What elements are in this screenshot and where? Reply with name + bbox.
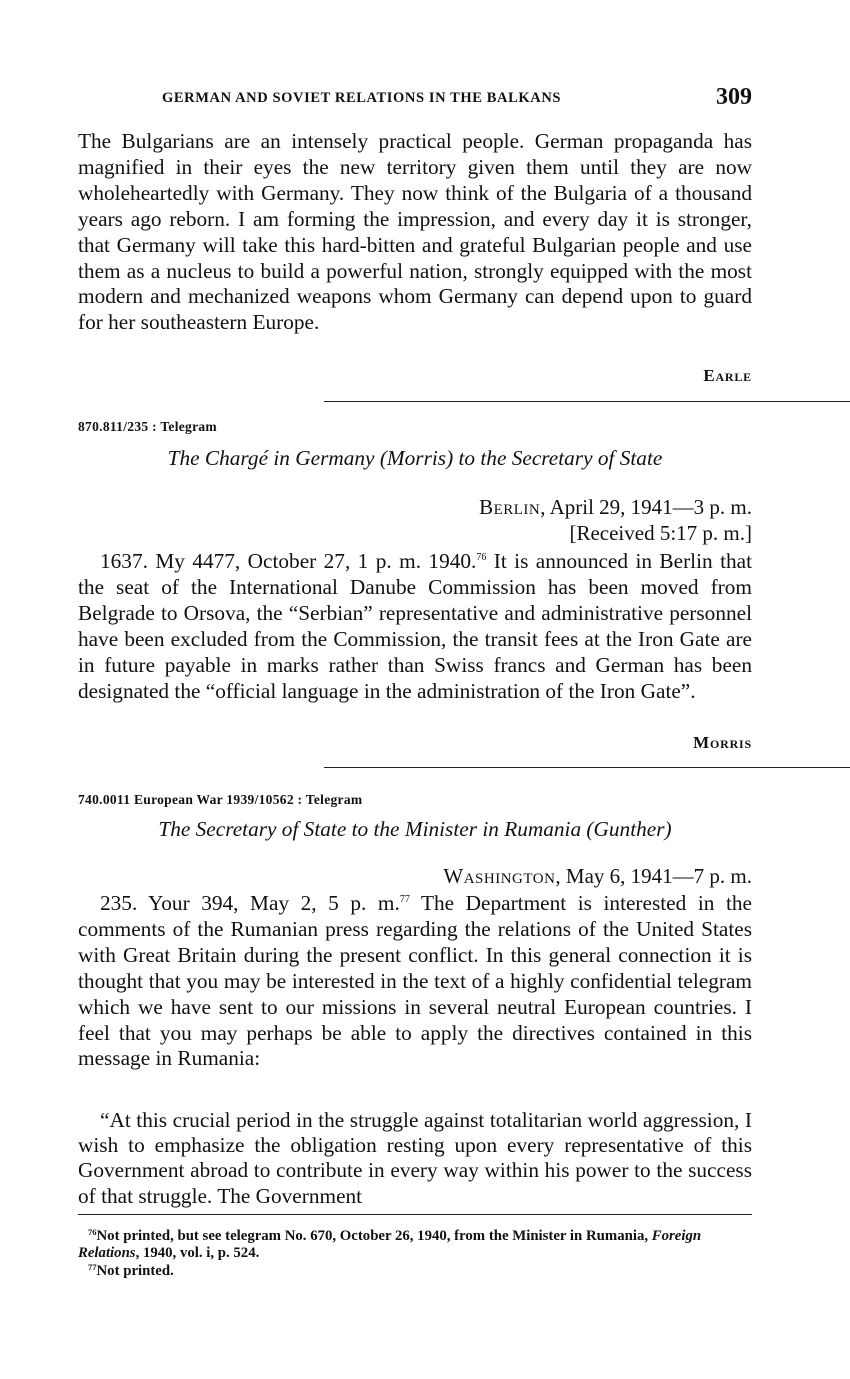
document-heading: The Secretary of State to the Minister in Rumania (Gunther) [158, 817, 672, 841]
footnote-text: , 1940, vol. i, p. 524. [135, 1245, 260, 1261]
section-divider [324, 401, 850, 402]
telegram-body [78, 891, 752, 1072]
running-title: GERMAN AND SOVIET RELATIONS IN THE BALKANS [162, 90, 562, 106]
dateline-date: , May 6, 1941—7 p. m. [555, 864, 752, 888]
telegram-body-start: 1637. My 4477, October 27, 1 p. m. 1940. [100, 549, 477, 573]
telegram-body-text: The Department is interested in the comments of the Rumanian press regarding the relations of the United States with Great Britain during the present conflict. In this general connection it is thought that you may be interested in the text of a highly confidential telegram which we have sent to our missions in several neutral European countries. I feel that you may perhaps be able to apply the directives contained in this message in Rumania: [78, 891, 752, 1071]
footnote-text: Not printed, but see telegram No. 670, October 26, 1940, from the Minister in Rumania, [96, 1228, 652, 1244]
dateline [78, 863, 752, 889]
dateline-date: , April 29, 1941—3 p. m. [540, 495, 752, 519]
footnote-number: 77 [88, 1262, 97, 1272]
file-reference: 740.0011 European War 1939/10562 : Telegram [78, 792, 363, 807]
signature-earle: Earle [703, 366, 752, 385]
telegram-body [78, 549, 752, 704]
signature-morris: Morris [693, 733, 752, 752]
running-head [78, 84, 752, 114]
footnote [78, 1228, 752, 1262]
section-divider [324, 767, 850, 768]
document-heading: The Chargé in Germany (Morris) to the Secretary of State [167, 446, 663, 470]
footnote-rule [78, 1214, 752, 1215]
quoted-telegram: “At this crucial period in the struggle against totalitarian world aggression, I wish to emphasize the obligation resting upon every representative of this Government abroad to contribute in every way within his power to the success of that struggle. The Government [78, 1108, 752, 1208]
footnote-mark: 76 [476, 552, 487, 563]
telegram-body-text: It is announced in Berlin that the seat of the International Danube Commission has been moved from Belgrade to Orsova, the “Serbian” representative and administrative personnel have been excluded from the Commission, the transit fees at the Iron Gate are in future payable in marks rather than Swiss francs and German has been designated the “official language in the administration of the Iron Gate”. [78, 549, 752, 703]
footnote-text: Not printed. [96, 1263, 174, 1279]
dateline-place: Berlin [479, 495, 541, 519]
footnote-number: 76 [88, 1227, 97, 1237]
telegram-body-start: 235. Your 394, May 2, 5 p. m. [100, 891, 400, 915]
dateline-place: Washington [443, 864, 556, 888]
file-reference: 870.811/235 : Telegram [78, 419, 217, 434]
footnote-citation-title: Foreign Relations [78, 1228, 702, 1261]
footnote-mark: 77 [399, 894, 410, 905]
received-line: [Received 5:17 p. m.] [569, 521, 752, 545]
dateline [78, 494, 752, 520]
page-number: 309 [716, 84, 752, 110]
footnote [78, 1263, 752, 1280]
opening-paragraph: The Bulgarians are an intensely practical people. German propaganda has magnified in their eyes the new territory given them until they are now wholeheartedly with Germany. They now think of the Bulgaria of a thousand years ago reborn. I am forming the impression, and every day it is stronger, that Germany will take this hard-bitten and grateful Bulgarian people and use them as a nucleus to build a powerful nation, strongly equipped with the most modern and mechanized weapons whom Germany can depend upon to guard for her southeastern Europe. [78, 129, 752, 335]
